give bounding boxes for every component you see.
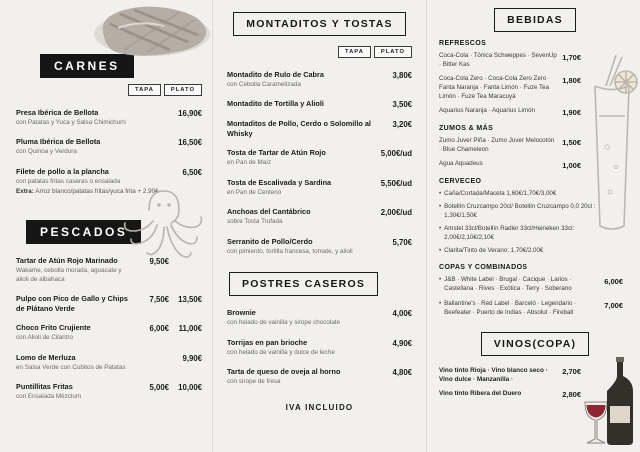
item-name: Montadito de Rulo de Cabra	[227, 70, 324, 79]
item-text	[227, 367, 392, 386]
item-name: Tarta de queso de oveja al horno	[227, 367, 341, 377]
drink-price: 1,70€	[562, 53, 581, 62]
drink-item-zumo-juver	[439, 137, 581, 155]
vino-price: 2,80€	[562, 390, 581, 400]
item-text	[16, 323, 136, 342]
item-text	[227, 338, 392, 357]
item-prices	[136, 323, 202, 333]
column-carnes-pescados	[0, 0, 213, 452]
item-name: Puntillitas Fritas	[16, 382, 73, 392]
item-price: 16,90€	[178, 109, 202, 118]
extra-label: Extra:	[16, 187, 34, 195]
item-price: 16,50€	[178, 138, 202, 148]
item-text	[227, 308, 392, 327]
item-name: Filete de pollo a la plancha	[16, 166, 109, 176]
bullet: •	[439, 224, 442, 232]
section-title-postres: POSTRES CASEROS	[229, 272, 378, 296]
menu-item-montadito-pollo-cerdo	[227, 119, 412, 138]
item-text	[16, 294, 136, 313]
item-name: Torrijas en pan brioche	[227, 337, 308, 347]
subheader-cerveceo: CERVECEO	[439, 177, 482, 185]
copa-price: 6,00€	[604, 276, 623, 286]
item-name: Pulpo con Pico de Gallo y Chips de Plátano Verde	[16, 294, 128, 313]
item-desc: con Alioli de Cilantro	[16, 334, 74, 342]
item-price: 5,00€/ud	[380, 149, 412, 159]
drink-name: Zumo Juver Piña · Zumo Juver Melocotón · Blue Chameleon	[439, 136, 555, 153]
tapa-column-label: TAPA	[128, 84, 161, 96]
item-text	[227, 237, 392, 256]
menu-item-torrijas	[227, 338, 412, 357]
plato-price: 11,00€	[178, 324, 202, 334]
menu-item-pulpo	[16, 294, 202, 313]
menu-item-tosta-escalivada	[227, 178, 412, 197]
plato-price: 13,50€	[178, 295, 202, 305]
drink-price: 1,90€	[562, 107, 581, 117]
drink-item-agua	[439, 160, 581, 170]
item-price: 3,80€	[392, 71, 412, 80]
item-price: 4,80€	[392, 368, 412, 378]
menu-item-serranito	[227, 237, 412, 256]
item-price: 3,20€	[392, 120, 412, 130]
vino-name: Vino tinto Rioja · Vino blanco seco · Vino dulce · Manzanilla ·	[439, 366, 548, 384]
extra-text: Arroz blanco/patatas fritas/yuca frita + 2,90€	[33, 187, 159, 195]
item-name: Tosta de Escalivada y Sardina	[227, 177, 332, 187]
item-desc: con Patatas y Yuca y Salsa Chimichurri	[16, 118, 126, 126]
item-text	[16, 382, 136, 401]
item-text	[227, 207, 381, 226]
item-text	[227, 119, 392, 138]
beer-text: Amstel 33cl/Botellín Radler 33cl/Heineken 33cl: 2,00€/2,10€/2,10€	[444, 224, 575, 241]
menu-item-pluma-iberica	[16, 137, 202, 156]
drink-item-cocacola	[439, 52, 581, 70]
item-desc: con sirope de fresa	[227, 378, 281, 386]
section-title-pescados: PESCADOS	[26, 220, 141, 244]
column-bebidas-vinos	[427, 0, 639, 452]
drink-price: 1,50€	[562, 137, 581, 147]
section-title-vinos: VINOS(COPA)	[481, 332, 589, 356]
beer-line-clarita	[439, 247, 611, 256]
plato-price: 10,00€	[178, 383, 202, 393]
item-desc: Wakame, cebolla morada, aguacate y alioli de albahaca	[16, 267, 122, 283]
item-name: Tartar de Atún Rojo Marinado	[16, 256, 118, 266]
item-desc: con helado de vainilla y dulce de leche	[227, 348, 335, 356]
menu-item-montadito-rulo-cabra	[227, 70, 412, 89]
item-desc: en Salsa Verde con Cubitos de Patatas	[16, 363, 126, 371]
vino-price: 2,70€	[562, 366, 581, 376]
drink-price: 1,00€	[562, 160, 581, 170]
section-title-bebidas: BEBIDAS	[494, 8, 576, 32]
copa-group-2	[439, 300, 623, 318]
plato-price: 9,90€	[182, 353, 202, 363]
menu-item-presa-iberica	[16, 108, 202, 127]
item-price: 5,50€/ud	[380, 178, 412, 188]
montaditos-price-header	[227, 46, 412, 58]
item-price: 4,00€	[392, 309, 412, 319]
tapa-price: 6,00€	[149, 324, 169, 334]
menu-item-choco-frito	[16, 323, 202, 342]
vino-name: Vino tinto Ribera del Duero	[439, 390, 522, 398]
item-name: Choco Frito Crujiente	[16, 323, 91, 333]
drink-item-cocacola-zero	[439, 75, 581, 102]
carnes-price-header	[16, 84, 202, 96]
item-price: 5,70€	[392, 237, 412, 247]
item-text	[227, 148, 381, 167]
copa-text: J&B · White Label · Brugal · Cacique · Larios · Castellana · Rives · Exótica · Terry · Soberano	[444, 275, 572, 292]
drink-item-aquarius	[439, 107, 581, 117]
item-desc: con Ensalada Mézclum	[16, 393, 82, 401]
subheader-copas: COPAS Y COMBINADOS	[439, 263, 528, 271]
item-name: Pluma Ibérica de Bellota	[16, 137, 101, 147]
item-name: Montaditos de Pollo, Cerdo o Solomillo al Whisky	[227, 119, 371, 138]
copa-price: 7,00€	[604, 300, 623, 310]
menu-item-tarta-queso	[227, 367, 412, 386]
item-text	[227, 99, 392, 108]
item-price: 6,50€	[182, 167, 202, 177]
item-desc: sobre Tosta Trufada	[227, 218, 283, 226]
item-name: Presa Ibérica de Bellota	[16, 108, 99, 117]
column-montaditos-postres	[213, 0, 427, 452]
item-name: Anchoas del Cantábrico	[227, 207, 311, 217]
iva-note: IVA INCLUIDO	[285, 402, 354, 412]
item-desc: con Quinoa y Verdura	[16, 148, 77, 156]
bullet: •	[439, 275, 442, 283]
copa-group-1	[439, 276, 623, 294]
subheader-refrescos: REFRESCOS	[439, 40, 487, 47]
section-title-montaditos: MONTADITOS Y TOSTAS	[233, 12, 405, 36]
octopus-icon	[118, 186, 210, 267]
subheader-zumos: ZUMOS & MÁS	[439, 124, 494, 132]
item-desc: con patatas fritas caseras o ensalada	[16, 177, 121, 185]
item-price: 3,50€	[392, 100, 412, 110]
item-desc: en Pan de Centeno	[227, 188, 282, 196]
tapa-price	[136, 354, 169, 363]
bullet: •	[439, 299, 442, 307]
plato-column-label: PLATO	[374, 46, 412, 58]
drink-price: 1,80€	[562, 75, 581, 85]
vino-item-copa	[439, 366, 581, 385]
menu-item-anchoas-cantabrico	[227, 207, 412, 226]
wine-bottle-icon	[581, 354, 639, 450]
tapa-price: 9,50€	[149, 257, 169, 267]
item-text	[16, 353, 136, 372]
plato-column-label: PLATO	[164, 84, 202, 96]
item-desc: en Pan de Maíz	[227, 159, 272, 167]
item-name: Tosta de Tartar de Atún Rojo	[227, 148, 326, 158]
menu-item-puntillitas	[16, 382, 202, 401]
vino-item-ribera	[439, 389, 581, 399]
bullet: •	[439, 246, 442, 254]
tapa-price: 7,50€	[149, 295, 169, 305]
item-prices	[136, 353, 202, 363]
item-desc: con pimiento, tortilla francesa, tomate, y alioli	[227, 247, 353, 255]
bullet: •	[439, 202, 442, 210]
drink-name: Coca-Cola · Tónica Schweppes · SevenUp · Bitter Kas	[439, 52, 557, 68]
item-text	[227, 70, 392, 89]
tapa-column-label: TAPA	[338, 46, 371, 58]
drink-name: Coca-Cola Zero · Coca-Cola Zero Zero · Fanta Naranja · Fanta Limón · Fuze Tea Limón · Fuze Tea Maracuyá	[439, 74, 551, 100]
drink-name: Agua Aquadeus	[439, 159, 483, 167]
menu-item-brownie	[227, 308, 412, 327]
item-desc: con helado de vainilla y sirope chocolate	[227, 319, 341, 327]
item-name: Lomo de Merluza	[16, 352, 76, 362]
item-name: Brownie	[227, 308, 256, 318]
item-text	[227, 178, 381, 197]
item-name: Serranito de Pollo/Cerdo	[227, 236, 313, 246]
bullet: •	[439, 189, 442, 197]
menu-item-lomo-merluza	[16, 353, 202, 372]
item-price: 4,90€	[392, 338, 412, 348]
tapa-price: 5,00€	[149, 383, 169, 393]
section-title-carnes: CARNES	[40, 54, 134, 78]
item-text	[16, 108, 178, 127]
item-prices	[136, 382, 202, 392]
beer-text: Botellín Cruzcampo 20cl/ Botellín Cruzcampo 0,0 20cl : 1,30€/1,50€	[444, 202, 596, 219]
steak-illustration	[88, 2, 216, 60]
copa-name	[439, 300, 604, 318]
beer-text: Clarita/Tinto de Verano: 1,70€/2,00€	[444, 246, 544, 254]
drink-name: Aquarius Naranja · Aquarius Limón	[439, 106, 535, 114]
cocktail-glass-icon	[585, 52, 639, 238]
item-prices	[136, 294, 202, 304]
copa-text: Ballantine's · Red Label · Barceló · Legendario · Beefeater · Puerto de Indias · Absolut · Fireball	[444, 299, 577, 316]
item-text	[16, 137, 178, 156]
menu-item-tosta-tartar-atun	[227, 148, 412, 167]
copa-name	[439, 276, 604, 294]
item-price: 2,00€/ud	[380, 208, 412, 218]
item-desc: con Cebolla Caramelizada	[227, 80, 301, 88]
beer-text: Caña/Cortada/Maceta 1,60€/1,70€/3,00€	[444, 189, 557, 197]
item-name: Montadito de Tortilla y Alioli	[227, 99, 324, 109]
menu-item-montadito-tortilla	[227, 99, 412, 109]
